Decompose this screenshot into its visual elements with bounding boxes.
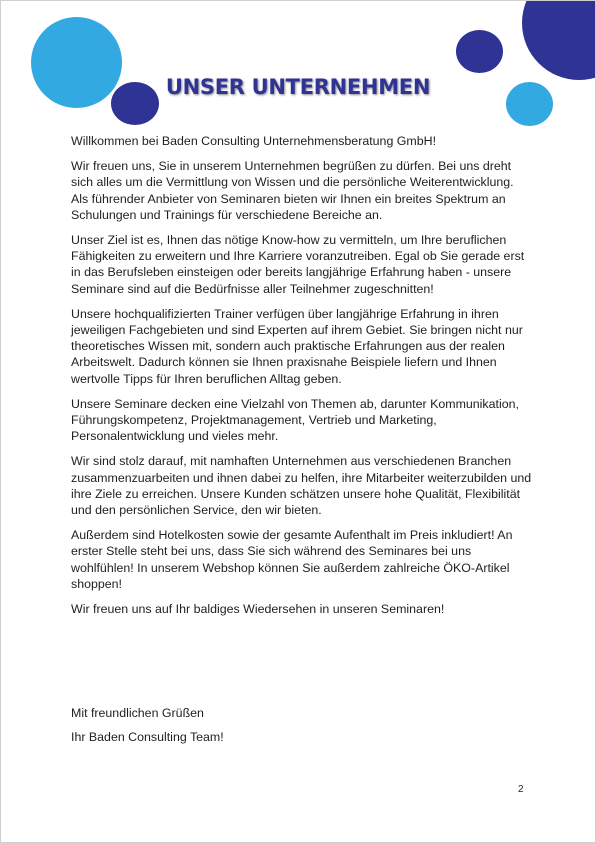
- paragraph: Wir freuen uns, Sie in unserem Unternehmen begrüßen zu dürfen. Bei uns dreht sich alles um die Vermittlung von Wissen und die persönliche Weiterentwicklung. Als führender Anbieter von Seminaren bieten wir Ihnen ein breites Spektrum an Schulungen und Trainings für verschiedene Bereiche an.: [71, 159, 514, 222]
- decorative-circle: [522, 0, 596, 80]
- paragraph: Wir sind stolz darauf, mit namhaften Unternehmen aus verschiedenen Branchen zusammenzuarbeiten und ihnen dabei zu helfen, ihre Mitarbeiter weiterzubilden und ihre Ziele zu erreichen. Unsere Kunden schätzen unsere hohe Qualität, Flexibilität und den persönlichen Service, den wir bieten.: [71, 454, 532, 518]
- page-number: 2: [518, 784, 524, 795]
- paragraph: Unser Ziel ist es, Ihnen das nötige Know-how zu vermitteln, um Ihre beruflichen Fähigkeiten zu erweitern und Ihre Karriere voranzutreiben. Egal ob Sie gerade erst in das Berufsleben einsteigen oder bereits langjährige Erfahrung haben - unsere Seminare sind auf die Bedürfnisse aller Teilnehmer zugeschnitten!: [71, 233, 525, 296]
- closing-greeting: Mit freundlichen Grüßen: [71, 706, 204, 720]
- paragraph: Wir freuen uns auf Ihr baldiges Wiedersehen in unseren Seminaren!: [71, 602, 445, 617]
- closing-signature: Ihr Baden Consulting Team!: [71, 730, 224, 744]
- paragraph: Unsere hochqualifizierten Trainer verfügen über langjährige Erfahrung in ihren jeweiligen Fachgebieten und sind Experten auf ihrem Gebiet. Sie bringen nicht nur theoretisches Wissen mit, sondern auch praktische Erfahrungen aus der realen Arbeitswelt. Dadurch können sie Ihnen praxisnahe Beispiele liefern und Ihnen wertvolle Tipps für Ihren beruflichen Alltag geben.: [71, 306, 523, 386]
- paragraph: Willkommen bei Baden Consulting Unternehmensberatung GmbH!: [71, 134, 437, 148]
- paragraph: Außerdem sind Hotelkosten sowie der gesamte Aufenthalt im Preis inkludiert! An erster Stelle steht bei uns, dass Sie sich während des Seminares bei uns wohlfühlen! In unserem Webshop können Sie außerdem zahlreiche ÖKO-Artikel shoppen!: [71, 528, 513, 591]
- page-title: UNSER UNTERNEHMEN: [165, 75, 431, 99]
- paragraph: Unsere Seminare decken eine Vielzahl von Themen ab, darunter Kommunikation, Führungskompetenz, Projektmanagement, Vertrieb und Marketing, Personalentwicklung und vieles mehr.: [71, 396, 519, 444]
- decorative-circle: [456, 30, 503, 73]
- body-text: [71, 133, 533, 626]
